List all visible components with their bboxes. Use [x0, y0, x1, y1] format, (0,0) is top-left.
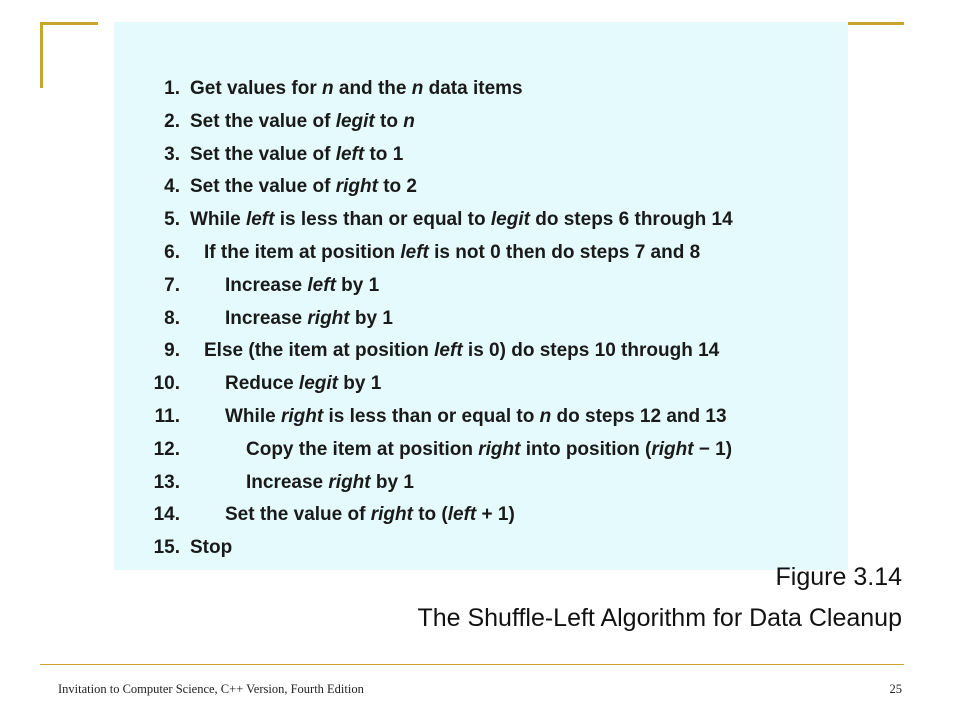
step-text — [190, 335, 719, 368]
step-text — [190, 532, 232, 565]
corner-line-top-right-horizontal — [848, 22, 904, 25]
step-number: 14. — [153, 504, 180, 526]
step-number: 2. — [164, 110, 180, 132]
variable-name: right — [370, 504, 413, 526]
step-text-run: to — [374, 110, 404, 132]
step-text — [190, 368, 381, 401]
step-number: 12. — [153, 438, 180, 460]
corner-line-top-left-vertical — [40, 22, 43, 88]
figure-number: Figure 3.14 — [775, 563, 902, 591]
variable-name: n — [403, 110, 415, 132]
footer-divider — [40, 664, 904, 665]
step-text-run: by 1 — [335, 274, 380, 296]
page-number: 25 — [889, 682, 902, 696]
step-text-run: Stop — [190, 537, 233, 559]
step-text-run: + 1) — [476, 504, 515, 526]
variable-name: right — [335, 176, 378, 198]
step-number: 13. — [153, 471, 180, 493]
step-text — [190, 237, 700, 270]
step-number: 7. — [164, 274, 180, 296]
step-text — [190, 499, 515, 532]
step-text-run: Set the value of — [190, 143, 336, 165]
step-text — [190, 106, 415, 139]
variable-name: right — [651, 438, 694, 460]
step-text — [190, 204, 733, 237]
step-text-run: to 1 — [364, 143, 404, 165]
step-text-run: into position ( — [520, 438, 652, 460]
step-text-run: Set the value of — [190, 176, 336, 198]
corner-line-top-left-horizontal — [40, 22, 98, 25]
step-number: 11. — [154, 405, 180, 427]
step-text — [190, 401, 727, 434]
step-text-run: While — [190, 209, 246, 231]
variable-name: left — [434, 340, 463, 362]
step-text-run: by 1 — [349, 307, 393, 329]
step-text-run: − 1) — [693, 438, 733, 460]
footer-book-title: Invitation to Computer Science, C++ Version, Fourth Edition — [58, 682, 364, 696]
step-number: 9. — [164, 340, 180, 362]
step-text — [190, 171, 417, 204]
step-number: 6. — [164, 241, 180, 263]
step-text — [190, 467, 414, 500]
step-text — [190, 434, 732, 467]
step-text-run: Increase — [225, 274, 308, 296]
variable-name: left — [447, 504, 477, 526]
figure-title: The Shuffle-Left Algorithm for Data Cleanup — [417, 604, 902, 632]
variable-name: n — [539, 405, 552, 427]
step-text-run: Increase — [225, 307, 308, 329]
step-text-run: data items — [423, 78, 523, 99]
step-number: 5. — [164, 209, 180, 231]
variable-name: right — [328, 471, 371, 493]
step-text-run: Else (the item at position — [204, 340, 435, 362]
step-text-run: do steps 12 and 13 — [551, 405, 727, 427]
step-text-run: If the item at position — [204, 241, 401, 263]
step-number: 15. — [153, 537, 180, 559]
step-number: 10. — [153, 373, 180, 395]
variable-name: right — [307, 307, 350, 329]
step-text-run: Reduce — [225, 373, 299, 395]
step-text-run: to 2 — [377, 176, 417, 198]
step-number: 4. — [164, 176, 180, 198]
step-text — [190, 303, 393, 336]
variable-name: left — [245, 209, 275, 231]
step-text-run: Set the value of — [190, 110, 336, 132]
step-text — [190, 139, 403, 172]
algorithm-figure — [114, 22, 848, 570]
step-text-run: is not 0 then do steps 7 and 8 — [428, 241, 701, 263]
variable-name: right — [478, 438, 521, 460]
step-number: 8. — [164, 307, 180, 329]
step-text-run: and the — [333, 78, 412, 99]
step-text-run: by 1 — [370, 471, 414, 493]
step-text-run: Increase — [246, 471, 329, 493]
step-text-run: do steps 6 through 14 — [529, 209, 733, 231]
step-text-run: by 1 — [337, 373, 382, 395]
step-number: 3. — [164, 143, 180, 165]
variable-name: right — [280, 405, 324, 427]
variable-name: legit — [335, 110, 375, 132]
step-text — [190, 270, 379, 303]
step-text-run: Set the value of — [225, 504, 371, 526]
step-text-run: to ( — [412, 504, 448, 526]
variable-name: n — [322, 78, 334, 99]
variable-name: legit — [490, 209, 530, 231]
step-text-run: is less than or equal to — [323, 405, 540, 427]
variable-name: legit — [298, 373, 338, 395]
step-text-run: Copy the item at position — [246, 438, 479, 460]
variable-name: n — [411, 78, 424, 99]
step-text-run: is 0) do steps 10 through 14 — [462, 340, 720, 362]
step-number: 1. — [164, 78, 180, 99]
step-text-run: Get values for — [190, 78, 322, 99]
variable-name: left — [335, 143, 365, 165]
step-text — [190, 73, 523, 106]
variable-name: left — [307, 274, 336, 296]
step-text-run: is less than or equal to — [274, 209, 491, 231]
step-text-run: While — [225, 405, 281, 427]
variable-name: left — [400, 241, 429, 263]
